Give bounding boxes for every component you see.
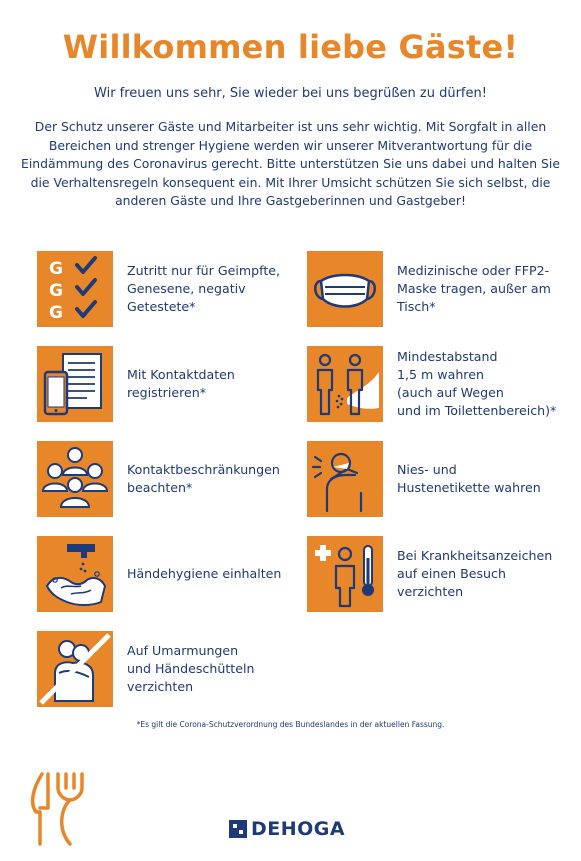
dehoga-wordmark: DEHOGA xyxy=(251,818,346,840)
rule-hand-hygiene-label: Händehygiene einhalten xyxy=(127,566,282,581)
rule-no-hugging-label: Auf Umarmungen und Händeschütteln verzichten xyxy=(127,643,255,694)
phone-document-icon xyxy=(37,346,113,422)
sick-thermometer-icon xyxy=(307,536,383,612)
rule-sneeze-label: Nies- und Hustenetikette wahren xyxy=(397,462,541,495)
no-hugging-icon xyxy=(37,631,113,707)
page-title: Willkommen liebe Gäste! xyxy=(62,28,519,66)
svg-text:G: G xyxy=(49,259,63,279)
rule-no-hugging xyxy=(37,631,254,707)
dehoga-emblem-icon xyxy=(229,820,247,838)
rule-distance-label: Mindestabstand 1,5 m wahren (auch auf Wegen und im Toilettenbereich)* xyxy=(397,349,557,418)
rule-contact-limits-label: Kontaktbeschränkungen beachten* xyxy=(127,462,280,495)
rule-sick-label: Bei Krankheitsanzeichen auf einen Besuch verzichten xyxy=(397,548,553,599)
ggg-checklist-icon xyxy=(37,251,113,327)
svg-text:G: G xyxy=(49,281,63,301)
svg-text:G: G xyxy=(49,303,63,323)
dehoga-logo xyxy=(229,818,345,840)
rule-ggg xyxy=(37,251,280,327)
rule-hand-hygiene xyxy=(37,536,281,612)
rule-contact-data-label: Mit Kontaktdaten registrieren* xyxy=(127,367,235,400)
rule-sneeze xyxy=(307,441,541,517)
group-people-icon xyxy=(37,441,113,517)
footnote: *Es gilt die Corona-Schutzverordnung des Bundeslandes in der aktuellen Fassung. xyxy=(136,720,445,729)
welcome-subtitle: Wir freuen uns sehr, Sie wieder bei uns begrüßen zu dürfen! xyxy=(94,86,487,101)
face-mask-icon xyxy=(307,251,383,327)
distance-people-icon xyxy=(307,346,383,422)
rule-mask-label: Medizinische oder FFP2- Maske tragen, außer am Tisch* xyxy=(397,263,551,314)
sneeze-elbow-icon xyxy=(307,441,383,517)
rule-ggg-label: Zutritt nur für Geimpfte, Genesene, negativ Getestete* xyxy=(127,263,281,314)
hand-washing-icon xyxy=(37,536,113,612)
intro-paragraph: Der Schutz unserer Gäste und Mitarbeiter ist uns sehr wichtig. Mit Sorgfalt in allen Bereichen und strenger Hygiene werden wir unserer Mitverantwortung für die Eindämmung des Coronavirus gerecht. Bitte unterstützen Sie uns dabei und halten Sie die Verhaltensregeln konsequent ein. Mit Ihrer Umsicht schützen Sie sich selbst, die anderen Gäste und Ihre Gastgeberinnen und Gastgeber! xyxy=(21,119,560,209)
rule-contact-data xyxy=(37,346,235,422)
cutlery-logo-icon xyxy=(26,770,96,852)
rule-mask xyxy=(307,251,551,327)
rule-contact-limits xyxy=(37,441,280,517)
rule-sick xyxy=(307,536,552,612)
rule-distance xyxy=(307,346,556,422)
